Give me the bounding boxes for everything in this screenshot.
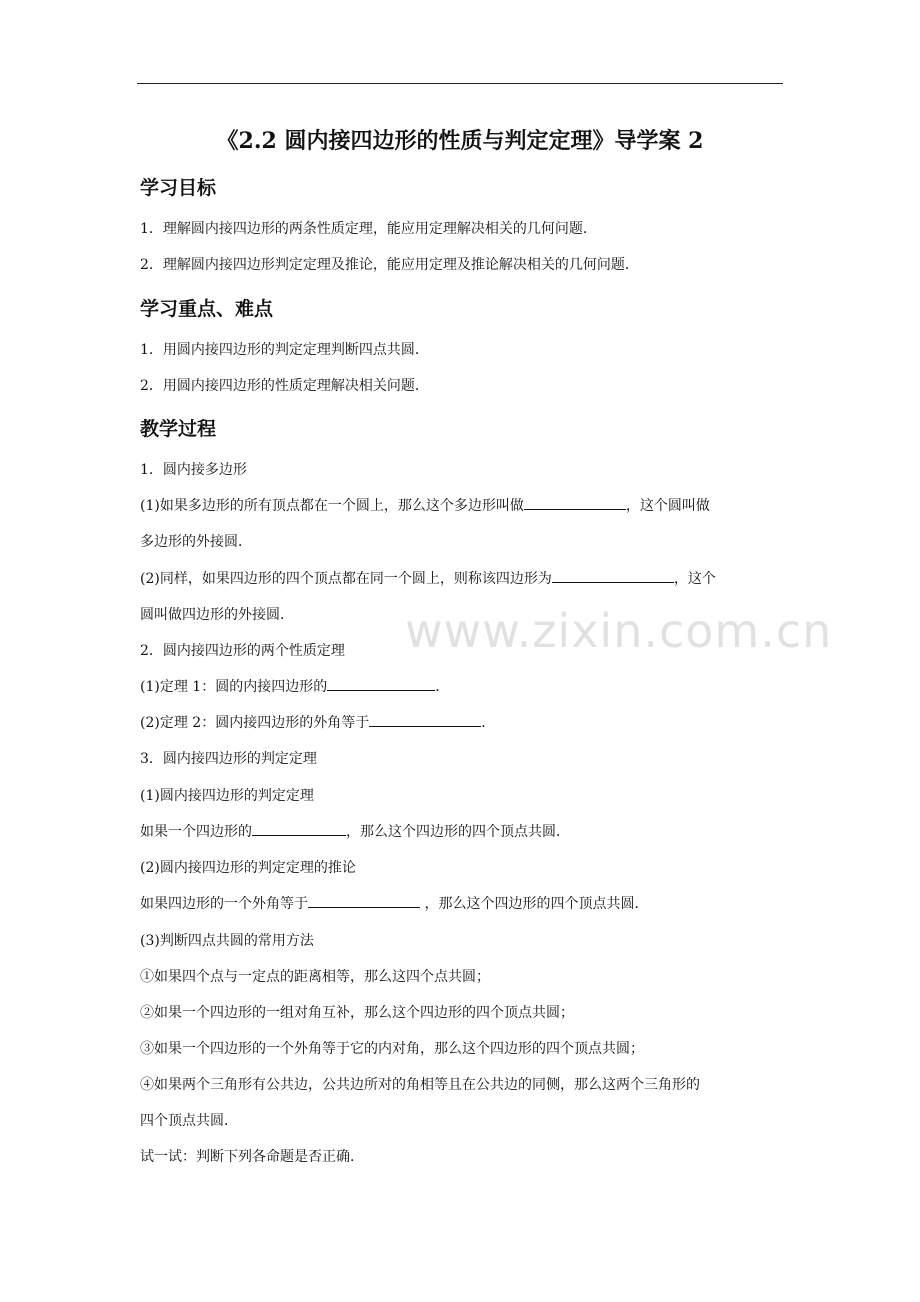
paragraph-1-line-1	[140, 495, 710, 515]
goal-item-1: 1．理解圆内接四边形的两条性质定理，能应用定理解决相关的几何问题．	[140, 221, 597, 237]
watermark: www.zixin.com.cn	[405, 604, 833, 658]
heading-process: 教学过程	[140, 418, 217, 440]
corollary-text-a: 如果四边形的一个外角等于	[140, 896, 308, 912]
section-3-title: 3．圆内接四边形的判定定理	[140, 751, 317, 767]
section-1-title: 1．圆内接多边形	[140, 462, 247, 478]
heading-goals: 学习目标	[140, 177, 217, 199]
theorem-1-period: ．	[435, 679, 450, 695]
try-it-prompt: 试一试：判断下列各命题是否正确．	[140, 1149, 364, 1165]
theorem-2-period: ．	[481, 715, 496, 731]
judgment-theorem-line	[140, 821, 570, 841]
fill-blank-1[interactable]	[524, 495, 626, 510]
fill-blank-2[interactable]	[552, 568, 674, 583]
paragraph-2-line-1	[140, 568, 716, 588]
method-item-2: ②如果一个四边形的一组对角互补，那么这个四边形的四个顶点共圆；	[140, 1005, 574, 1021]
method-item-4-line-2: 四个顶点共圆．	[140, 1113, 238, 1129]
goal-item-2: 2．理解圆内接四边形判定定理及推论，能应用定理及推论解决相关的几何问题．	[140, 257, 639, 273]
judgment-theorem-text-b: ，那么这个四边形的四个顶点共圆．	[346, 824, 570, 840]
judgment-theorem-text-a: 如果一个四边形的	[140, 824, 252, 840]
theorem-2-text: (2)定理 2：圆内接四边形的外角等于	[140, 715, 370, 731]
method-item-3: ③如果一个四边形的一个外角等于它的内对角，那么这个四边形的四个顶点共圆；	[140, 1041, 644, 1057]
fill-blank-6[interactable]	[308, 893, 420, 908]
key-point-item-2: 2．用圆内接四边形的性质定理解决相关问题．	[140, 378, 429, 394]
theorem-2-line	[140, 712, 495, 732]
paragraph-1-line-2: 多边形的外接圆．	[140, 534, 252, 550]
corollary-title: (2)圆内接四边形的判定定理的推论	[140, 860, 356, 876]
section-2-title: 2．圆内接四边形的两个性质定理	[140, 643, 345, 659]
paragraph-1-text-a: (1)如果多边形的所有顶点都在一个圆上，那么这个多边形叫做	[140, 498, 524, 514]
fill-blank-3[interactable]	[327, 676, 435, 691]
corollary-text-b: ，那么这个四边形的四个顶点共圆．	[420, 896, 649, 912]
paragraph-2-line-2: 圆叫做四边形的外接圆．	[140, 607, 294, 623]
corollary-line	[140, 893, 648, 913]
fill-blank-5[interactable]	[252, 821, 346, 836]
paragraph-1-text-b: ，这个圆叫做	[625, 498, 710, 514]
methods-title: (3)判断四点共圆的常用方法	[140, 933, 314, 949]
heading-key-points: 学习重点、难点	[140, 298, 274, 320]
method-item-1: ①如果四个点与一定点的距离相等，那么这四个点共圆；	[140, 969, 490, 985]
fill-blank-4[interactable]	[369, 712, 481, 727]
paragraph-2-text-b: ，这个	[673, 571, 716, 587]
page-title: 《2.2 圆内接四边形的性质与判定定理》导学案 2	[216, 128, 704, 154]
method-item-4-line-1: ④如果两个三角形有公共边，公共边所对的角相等且在公共边的同侧，那么这两个三角形的	[140, 1077, 700, 1093]
header-rule	[137, 83, 783, 84]
judgment-theorem-title: (1)圆内接四边形的判定定理	[140, 788, 314, 804]
paragraph-2-text-a: (2)同样，如果四边形的四个顶点都在同一个圆上，则称该四边形为	[140, 571, 552, 587]
key-point-item-1: 1．用圆内接四边形的判定定理判断四点共圆．	[140, 342, 429, 358]
theorem-1-line	[140, 676, 449, 696]
theorem-1-text: (1)定理 1：圆的内接四边形的	[140, 679, 328, 695]
